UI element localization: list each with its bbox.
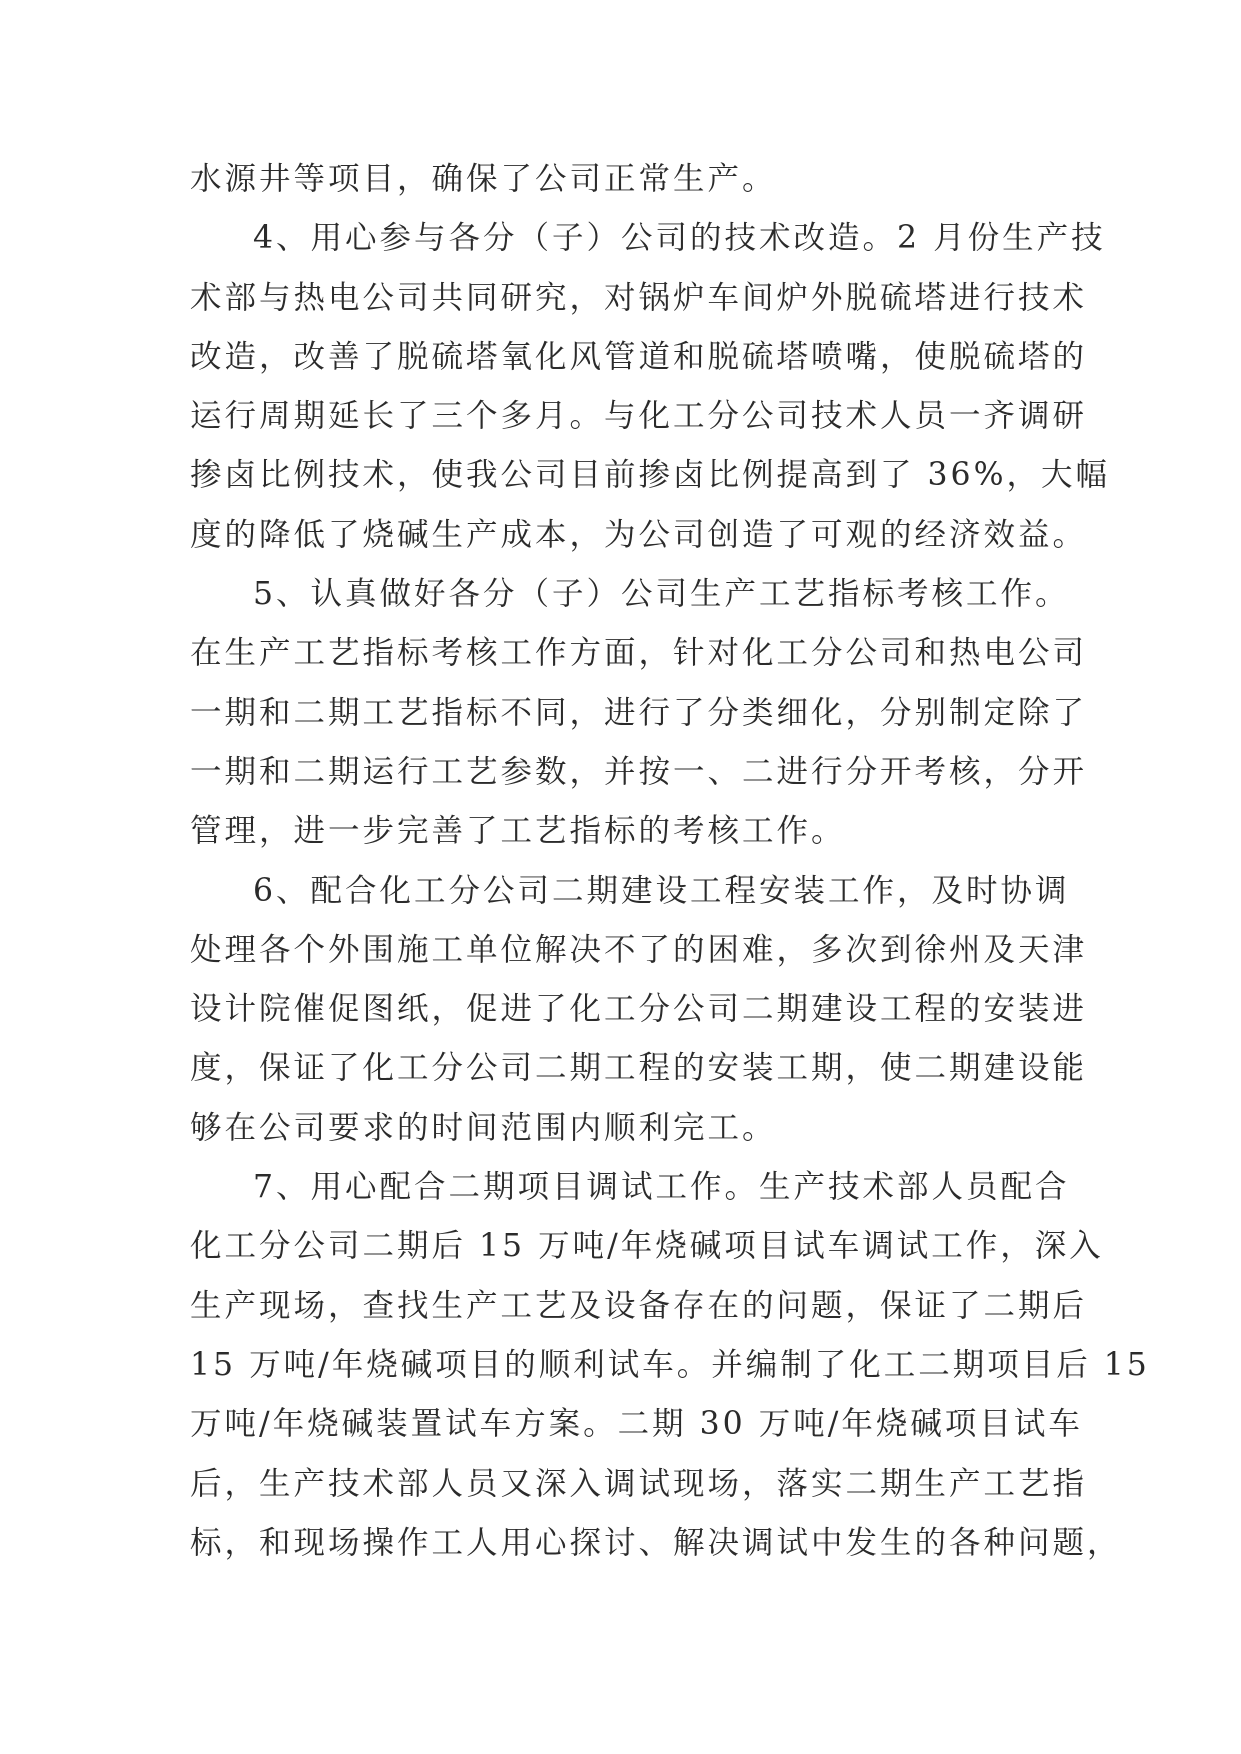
- text-line: 化工分公司二期后 15 万吨/年烧碱项目试车调试工作，深入: [190, 1228, 1104, 1265]
- text-line: 生产现场，查找生产工艺及设备存在的问题，保证了二期后: [190, 1287, 1088, 1324]
- text-line: 改造，改善了脱硫塔氧化风管道和脱硫塔喷嘴，使脱硫塔的: [190, 338, 1088, 375]
- text-line: 管理，进一步完善了工艺指标的考核工作。: [190, 813, 846, 850]
- text-line: 一期和二期工艺指标不同，进行了分类细化，分别制定除了: [190, 694, 1088, 731]
- text-line: 一期和二期运行工艺参数，并按一、二进行分开考核，分开: [190, 753, 1088, 790]
- text-line: 设计院催促图纸，促进了化工分公司二期建设工程的安装进: [190, 991, 1088, 1028]
- text-line: 4、用心参与各分（子）公司的技术改造。2 月份生产技: [253, 220, 1106, 257]
- text-line: 度的降低了烧碱生产成本，为公司创造了可观的经济效益。: [190, 516, 1088, 553]
- text-line: 度，保证了化工分公司二期工程的安装工期，使二期建设能: [190, 1050, 1088, 1087]
- text-line: 后，生产技术部人员又深入调试现场，落实二期生产工艺指: [190, 1465, 1088, 1502]
- text-line: 够在公司要求的时间范围内顺利完工。: [190, 1109, 777, 1146]
- text-line: 6、配合化工分公司二期建设工程安装工作，及时协调: [253, 872, 1070, 909]
- text-line: 7、用心配合二期项目调试工作。生产技术部人员配合: [253, 1169, 1070, 1206]
- text-line: 运行周期延长了三个多月。与化工分公司技术人员一齐调研: [190, 398, 1088, 435]
- text-line: 5、认真做好各分（子）公司生产工艺指标考核工作。: [253, 576, 1070, 613]
- document-body: [190, 150, 1150, 1573]
- text-line: 水源井等项目，确保了公司正常生产。: [190, 161, 777, 197]
- text-line: 在生产工艺指标考核工作方面，针对化工分公司和热电公司: [190, 635, 1088, 672]
- text-line: 处理各个外围施工单位解决不了的困难，多次到徐州及天津: [190, 931, 1088, 968]
- text-line: 万吨/年烧碱装置试车方案。二期 30 万吨/年烧碱项目试车: [190, 1406, 1083, 1443]
- text-line: 术部与热电公司共同研究，对锅炉车间炉外脱硫塔进行技术: [190, 279, 1088, 316]
- text-line: 15 万吨/年烧碱项目的顺利试车。并编制了化工二期项目后 15: [190, 1346, 1150, 1383]
- text-line: 标，和现场操作工人用心探讨、解决调试中发生的各种问题，: [190, 1524, 1122, 1561]
- text-line: 掺卤比例技术，使我公司目前掺卤比例提高到了 36%，大幅: [190, 457, 1111, 494]
